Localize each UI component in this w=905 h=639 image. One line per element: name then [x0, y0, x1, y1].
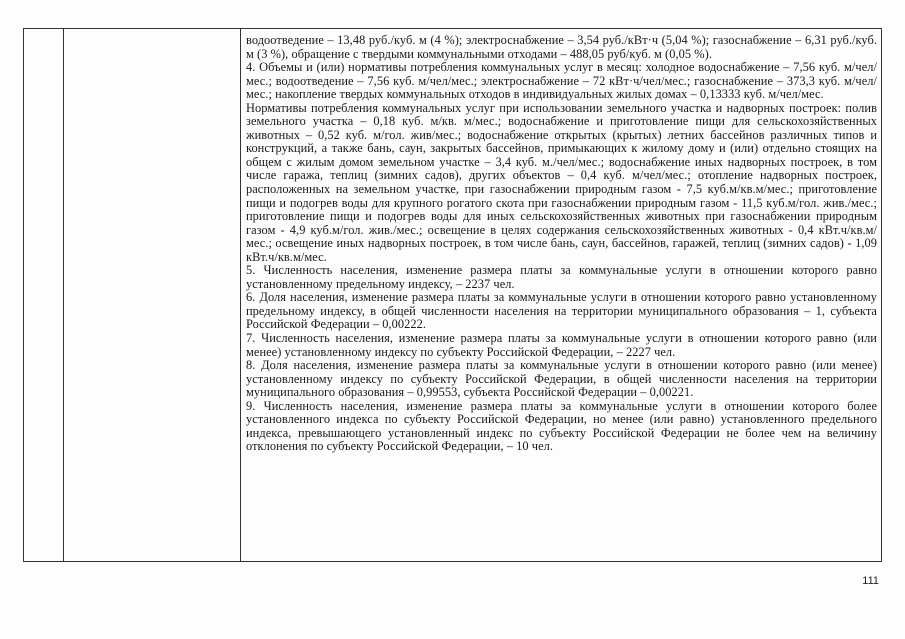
table-cell-index — [24, 29, 64, 562]
paragraph-item-5: 5. Численность населения, изменение размера платы за коммунальные услуги в отношении которого равно установленному предельному индексу, – 2237 чел. — [246, 263, 877, 291]
cell-text — [241, 29, 881, 456]
page-number: 111 — [862, 575, 879, 587]
paragraph-item-6: 6. Доля населения, изменение размера платы за коммунальные услуги в отношении которого равно установленному предельному индексу, в общей численности населения на территории муниципального образования – 1, субъекта Российской Федерации – 0,00222. — [246, 290, 877, 332]
content-table — [23, 28, 882, 562]
table-cell-content — [241, 29, 882, 562]
table-cell-name — [64, 29, 241, 562]
paragraph-norms-land-plot: Нормативы потребления коммунальных услуг при использовании земельного участка и надворных построек: полив земельного участка – 0,18 куб. м/кв. м/мес.; водоснабжение и приготовление пищи для сельскохозяйственных животных – 0,52 куб. м/гол. жив/мес.; водоснабжение открытых (крытых) летних бассейнов различных типов и конструкций, а также бань, саун, закрытых бассейнов, примыкающих к жилому дому и (или) отдельно стоящих на общем с жилым домом земельном участке – 3,4 куб. м./чел/мес.; водоснабжение иных надворных построек, в том числе гаража, теплиц (зимних садов), других объектов – 0,4 куб. м/чел/мес.; отопление надворных построек, расположенных на земельном участке, при газоснабжении природным газом - 7,5 куб.м/кв.м/мес.; приготовление пищи и подогрев воды для крупного рогатого скота при газоснабжении природным газом - 11,5 куб.м/гол. жив./мес.; приготовление пищи и подогрев воды для иных сельскохозяйственных животных при газоснабжении природным газом - 4,9 куб.м/гол. жив./мес.; освещение в целях содержания сельскохозяйственных животных - 0,4 кВт.ч/кв.м/мес.; освещение иных надворных построек, в том числе бань, саун, бассейнов, гаражей, теплиц (зимних садов) - 1,09 кВт.ч/кв.м/мес. — [246, 100, 877, 264]
paragraph-item-4: 4. Объемы и (или) нормативы потребления коммунальных услуг в месяц: холодное водоснабжение – 7,56 куб. м/чел/мес.; водоотведение – 7,56 куб. м/чел/мес.; электроснабжение – 72 кВт·ч/чел/мес.; газоснабжение – 373,3 куб. м/чел/мес.; накопление твердых коммунальных отходов в индивидуальных жилых домах – 0,13333 куб. м/чел/мес. — [246, 60, 877, 102]
paragraph-tariffs-continued: водоотведение – 13,48 руб./куб. м (4 %); электроснабжение – 3,54 руб./кВт·ч (5,04 %); газоснабжение – 6,31 руб./куб. м (3 %), обращение с твердыми коммунальными отходами – 488,05 руб/куб. м (0,05 %). — [246, 33, 877, 61]
paragraph-item-9: 9. Численность населения, изменение размера платы за коммунальные услуги в отношении которого более установленного индекса по субъекту Российской Федерации, но менее (или равно) установленного предельного индекса, превышающего установленный индекс по субъекту Российской Федерации не более чем на величину отклонения по субъекту Российской Федерации, – 10 чел. — [246, 398, 877, 454]
table-row — [24, 29, 882, 562]
paragraph-item-7: 7. Численность населения, изменение размера платы за коммунальные услуги в отношении которого равно (или менее) установленному индексу по субъекту Российской Федерации, – 2227 чел. — [246, 331, 877, 359]
paragraph-item-8: 8. Доля населения, изменение размера платы за коммунальные услуги в отношении которого равно (или менее) установленному индексу по субъекту Российской Федерации, в общей численности населения на территории муниципального образования – 0,99553, субъекта Российской Федерации – 0,00221. — [246, 358, 877, 400]
